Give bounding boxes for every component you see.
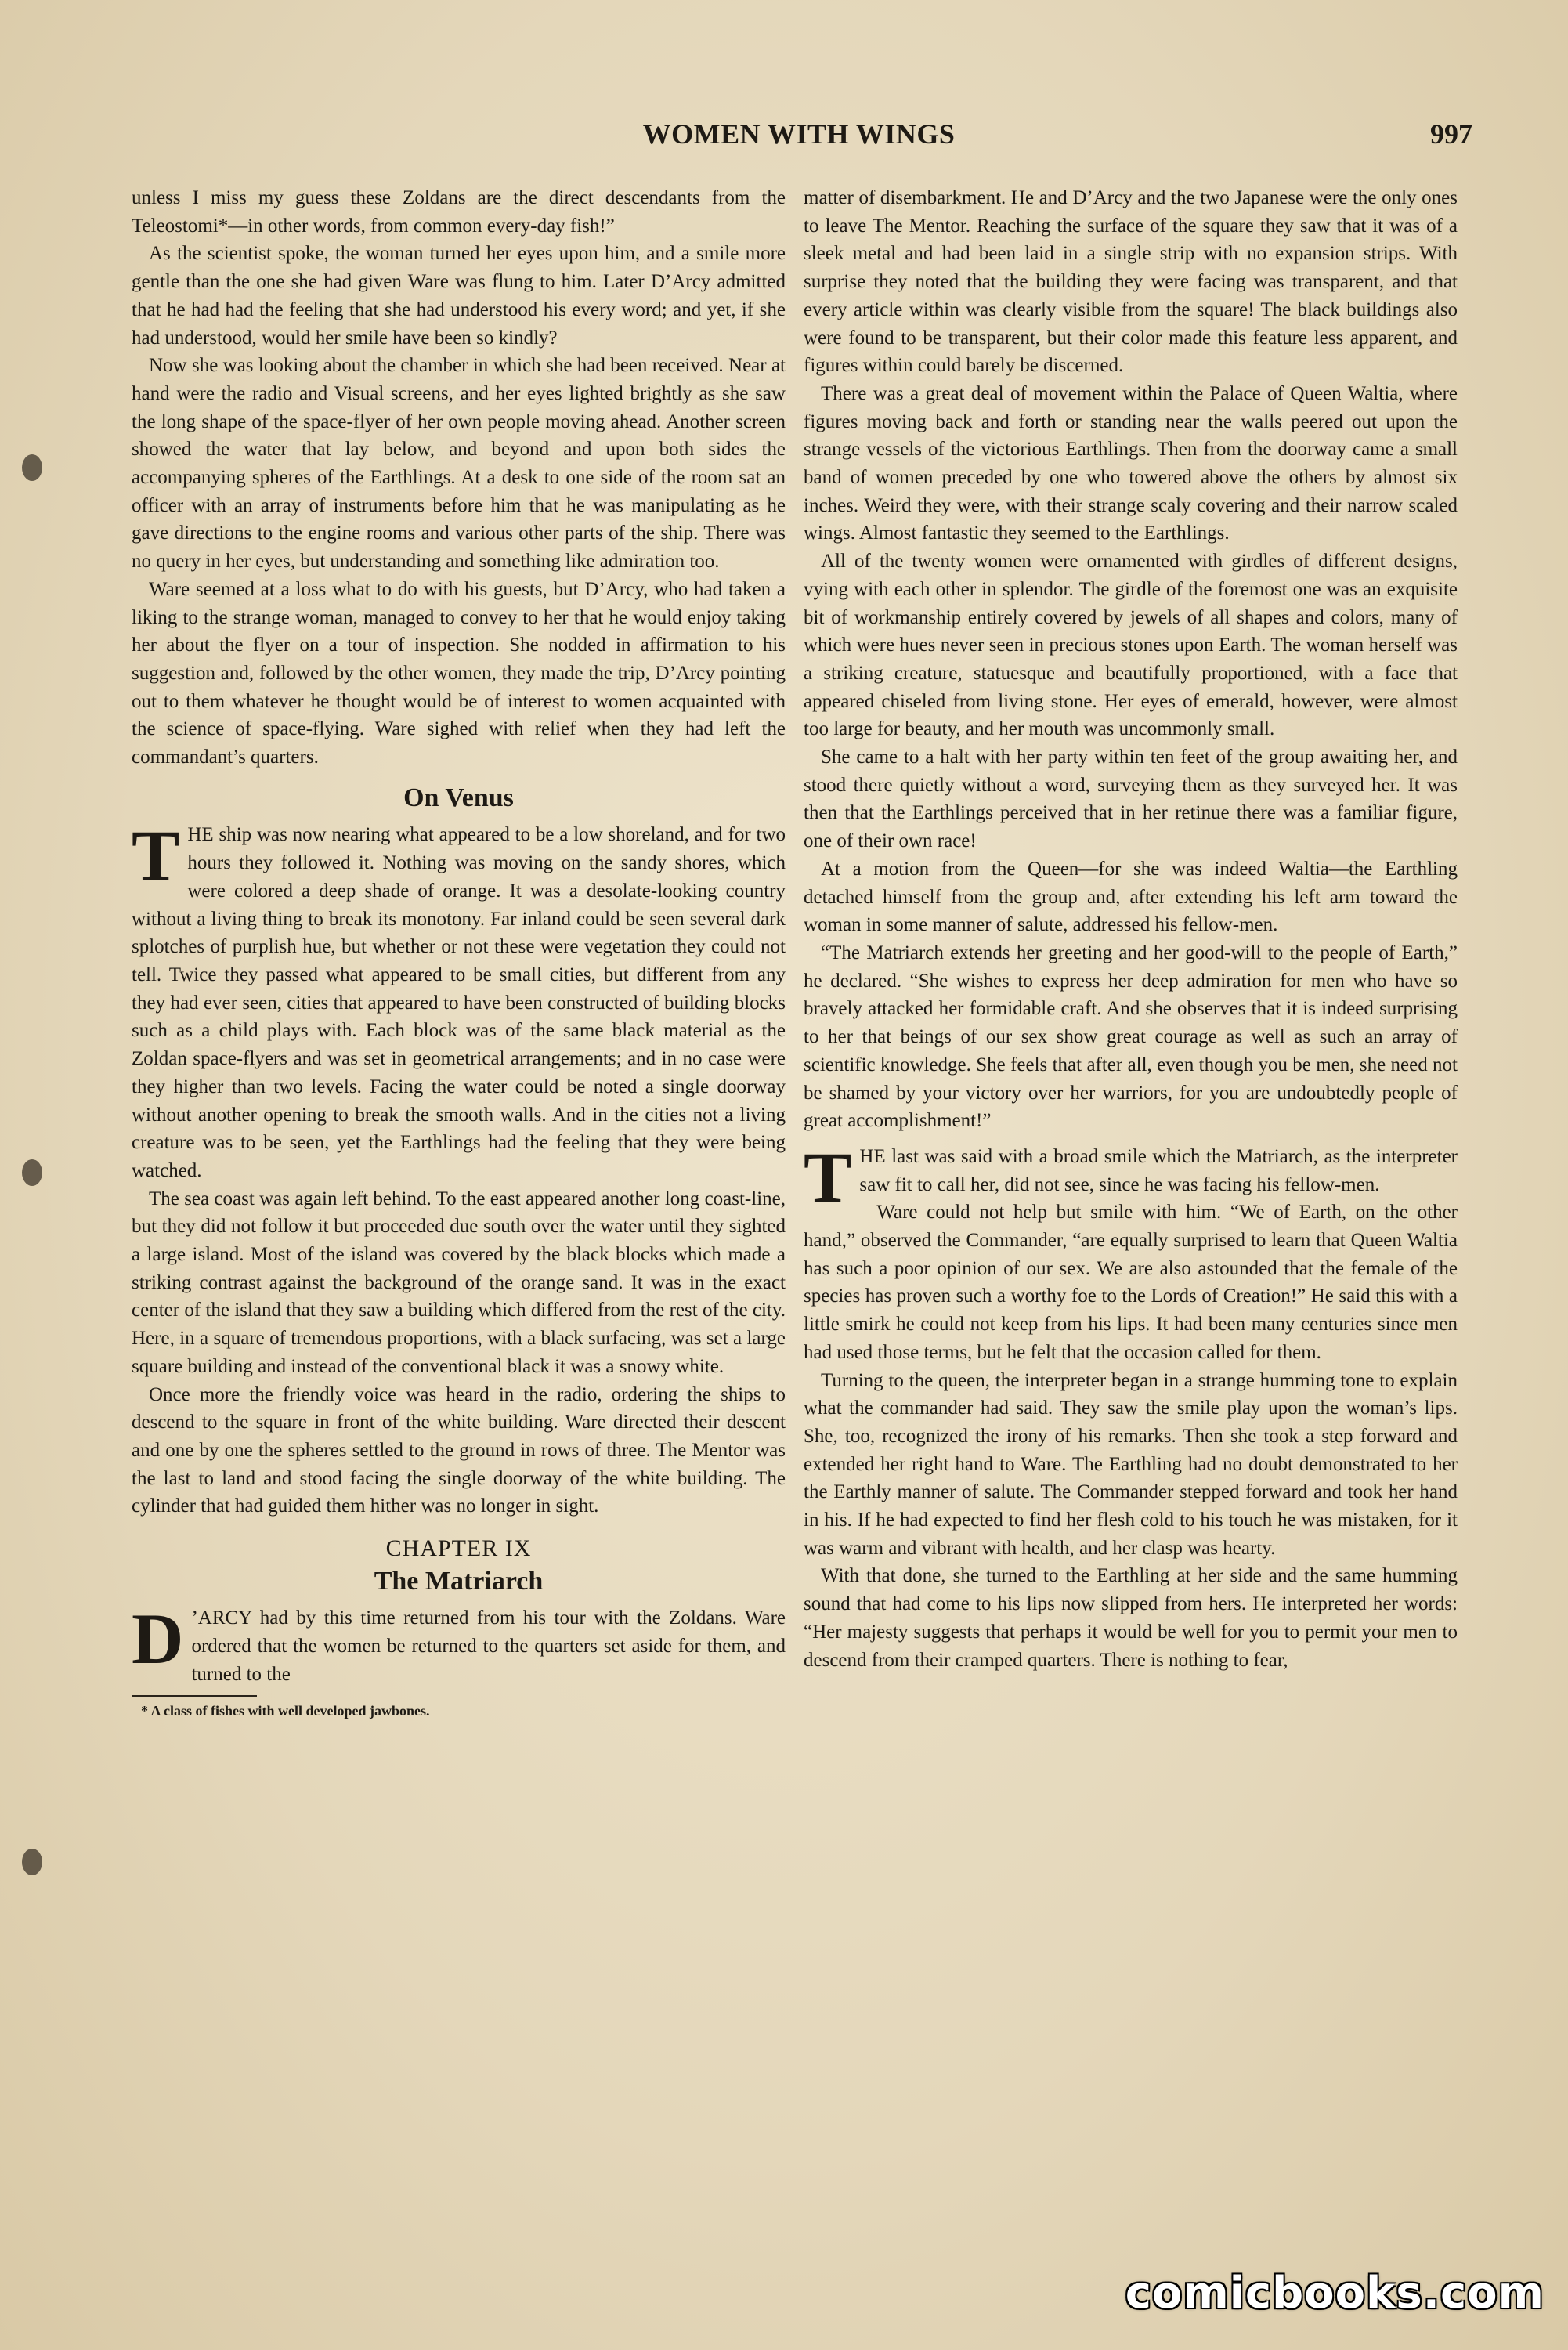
paragraph: With that done, she turned to the Earthling at her side and the same humming sound that had come to his lips now slipped from hers. He interpreted her words: “Her majesty suggests that perhaps it would be well for you to permit your men to descend from their cramped quarters. There is nothing to fear, (804, 1565, 1458, 1671)
chapter-title: The Matriarch (374, 1566, 544, 1596)
paragraph (804, 1137, 1458, 1217)
paragraph: All of the twenty women were ornamented with girdles of different designs, vying with each other in splendor. The girdle of the foremost one was an exquisite bit of workmanship entirely covered by jewels of all shapes and colors, many of which were hues never seen in precious stones upon Earth. The woman herself was a striking creature, statuesque and beautifully proportioned, with a face that appeared chiseled from living stone. Her eyes of emerald, however, were almost too large for beauty, and her mouth was uncommonly small. (804, 551, 1458, 740)
paragraph: Turning to the queen, the interpreter began in a strange humming tone to explain what the commander had said. They saw the smile play upon the woman’s lips. She, too, recognized the irony of his remarks. Then she took a step forward and extended her right hand to Ware. The Earthling had no doubt demonstrated to her the Earthly manner of salute. The Commander stepped forward and took her hand in his. If he had expected to find her flesh cold to his touch he was mistaken, for it was warm and vibrant with health, and her clasp was hearty. (804, 1369, 1458, 1559)
paragraph (132, 815, 786, 1184)
drop-cap: D (132, 1599, 184, 1679)
paragraph: She came to a halt with her party within ten feet of the group awaiting her, and stood there quietly without a word, surveying them as they surveyed her. It was then that the Earthlings perceived that in her retinue there was a familiar figure, one of their own race! (804, 747, 1458, 852)
paragraph (132, 1599, 786, 1688)
site-watermark: comicbooks.com (1125, 2268, 1545, 2319)
paragraph: There was a great deal of movement within the Palace of Queen Waltia, where figures moving back and forth or standing near the walls peered out upon the strange vessels of the victorious Earthlings. Then from the doorway came a small band of women preceded by one who towered above the others by almost six inches. Weird they were, with their strange scaly covering and their narrow scaled wings. Almost fantastic they seemed to the Earthlings. (804, 382, 1458, 544)
page-header (125, 118, 1472, 164)
drop-cap: T (804, 1137, 852, 1217)
drop-cap: T (132, 815, 180, 896)
left-column (132, 184, 786, 1720)
paragraph: At a motion from the Queen—for she was indeed Waltia—the Earthling detached himself from the group and, after extending his left arm toward the woman in some manner of salute, addressed his fellow-men. (804, 858, 1458, 936)
paragraph: matter of disembarkment. He and D’Arcy and the two Japanese were the only ones to leave The Mentor. Reaching the surface of the square they saw that it was of a sleek metal and had been laid in a single strip with no expansion strips. With surprise they noted that the building they were facing was transparent, and that every article within was clearly visible from the square! The black buildings also were found to be transparent, but their color made this feature less apparent, and figures within could barely be discerned. (804, 187, 1458, 377)
page-number: 997 (1430, 118, 1472, 150)
section-heading: On Venus (403, 783, 514, 812)
chapter-number: CHAPTER IX (385, 1535, 532, 1562)
paragraph: Once more the friendly voice was heard in the radio, ordering the ships to descend to the square in front of the white building. Ware directed their descent and one by one the spheres settled to the ground in rows of three. The Mentor was the last to land and stood facing the single doorway of the white building. The cylinder that had guided them hither was no longer in sight. (132, 1383, 786, 1517)
footnote-rule (132, 1695, 257, 1697)
paragraph-text: HE last was said with a broad smile which the Matriarch, as the interpreter saw fit to call her, did not see, since he was facing his fellow-men. (859, 1145, 1458, 1195)
running-title: WOMEN WITH WINGS (642, 118, 956, 150)
paragraph-text: HE ship was now nearing what appeared to be a low shoreland, and for two hours they followed it. Nothing was moving on the sandy shores, which were colored a deep shade of orange. It was a desolate-looking country without a living thing to break its monotony. Far inland could be seen several dark splotches of purplish hue, but whether or not these were vegetation they could not tell. Twice they passed what appeared to be small cities, but different from any they had ever seen, cities that appeared to have been constructed of building blocks such as a child plays with. Each block was of the same black material as the Zoldan space-flyers and was set in geometrical arrangements; and in no case were they higher than two levels. Facing the water could be noted a single doorway without another opening to break the smooth walls. And in the cities not a living creature was to be seen, yet the Earthlings had the feeling that they were being watched. (132, 824, 786, 1181)
right-column (804, 184, 1458, 1674)
paragraph: As the scientist spoke, the woman turned her eyes upon him, and a smile more gentle than the one she had given Ware was flung to him. Later D’Arcy admitted that he had had the feeling that she had understood his every word; and yet, if she had understood, would her smile have been so kindly? (132, 243, 786, 349)
binding-hole (22, 1849, 42, 1875)
binding-hole (22, 1159, 42, 1186)
binding-hole (22, 454, 42, 481)
footnote: * A class of fishes with well developed jawbones. (141, 1702, 430, 1719)
paragraph: The sea coast was again left behind. To the east appeared another long coast-line, but they did not follow it but proceeded due south over the water until they sighted a large island. Most of the island was covered by the black blocks which made a striking contrast against the background of the orange sand. It was in the exact center of the island that they saw a building which differed from the rest of the city. Here, in a square of tremendous proportions, with a black surfacing, was set a large square building and instead of the conventional black it was a snowy white. (132, 1188, 786, 1377)
paragraph: Now she was looking about the chamber in which she had been received. Near at hand were the radio and Visual screens, and her eyes lighted brightly as she saw the long shape of the space-flyer of her own people moving ahead. Another screen showed the water that lay below, and beyond and upon both sides the accompanying spheres of the Earthlings. At a desk to one side of the room sat an officer with an array of instruments before him that he was manipulating as he gave directions to the engine rooms and various other parts of the ship. There was no query in her eyes, but understanding and something like admiration too. (132, 355, 786, 573)
paragraph-text: ’ARCY had by this time returned from his tour with the Zoldans. Ware ordered that the women be returned to the quarters set aside for them, and turned to the (191, 1607, 786, 1685)
paragraph: “The Matriarch extends her greeting and her good-will to the people of Earth,” he declared. “She wishes to express her deep admiration for men who have so bravely attacked her formidable craft. And she observes that it is indeed surprising to her that beings of our sex show great courage as well as such an array of scientific knowledge. She feels that after all, even though you be men, she need not be shamed by your victory over her warriors, for you are undoubtedly people of great accomplishment!” (804, 942, 1458, 1132)
paragraph: unless I miss my guess these Zoldans are the direct descendants from the Teleostomi*—in other words, from common every-day fish!” (132, 187, 786, 237)
paragraph: Ware could not help but smile with him. “We of Earth, on the other hand,” observed the Commander, “are equally surprised to learn that Queen Waltia has such a poor opinion of our sex. We are also astounded that the female of the species has proven such a worthy foe to the Lords of Creation!” He said this with a little smirk he could not keep from his lips. It had been many centuries since men had used those terms, but he felt that the occasion called for them. (804, 1202, 1458, 1363)
paragraph: Ware seemed at a loss what to do with his guests, but D’Arcy, who had taken a liking to the strange woman, managed to convey to her that he would enjoy taking her about the flyer on a tour of inspection. She nodded in affirmation to his suggestion and, followed by the other women, they made the trip, D’Arcy pointing out to them whatever he thought would be of interest to women acquainted with the science of space-flying. Ware sighed with relief when they had left the commandant’s quarters. (132, 578, 786, 768)
